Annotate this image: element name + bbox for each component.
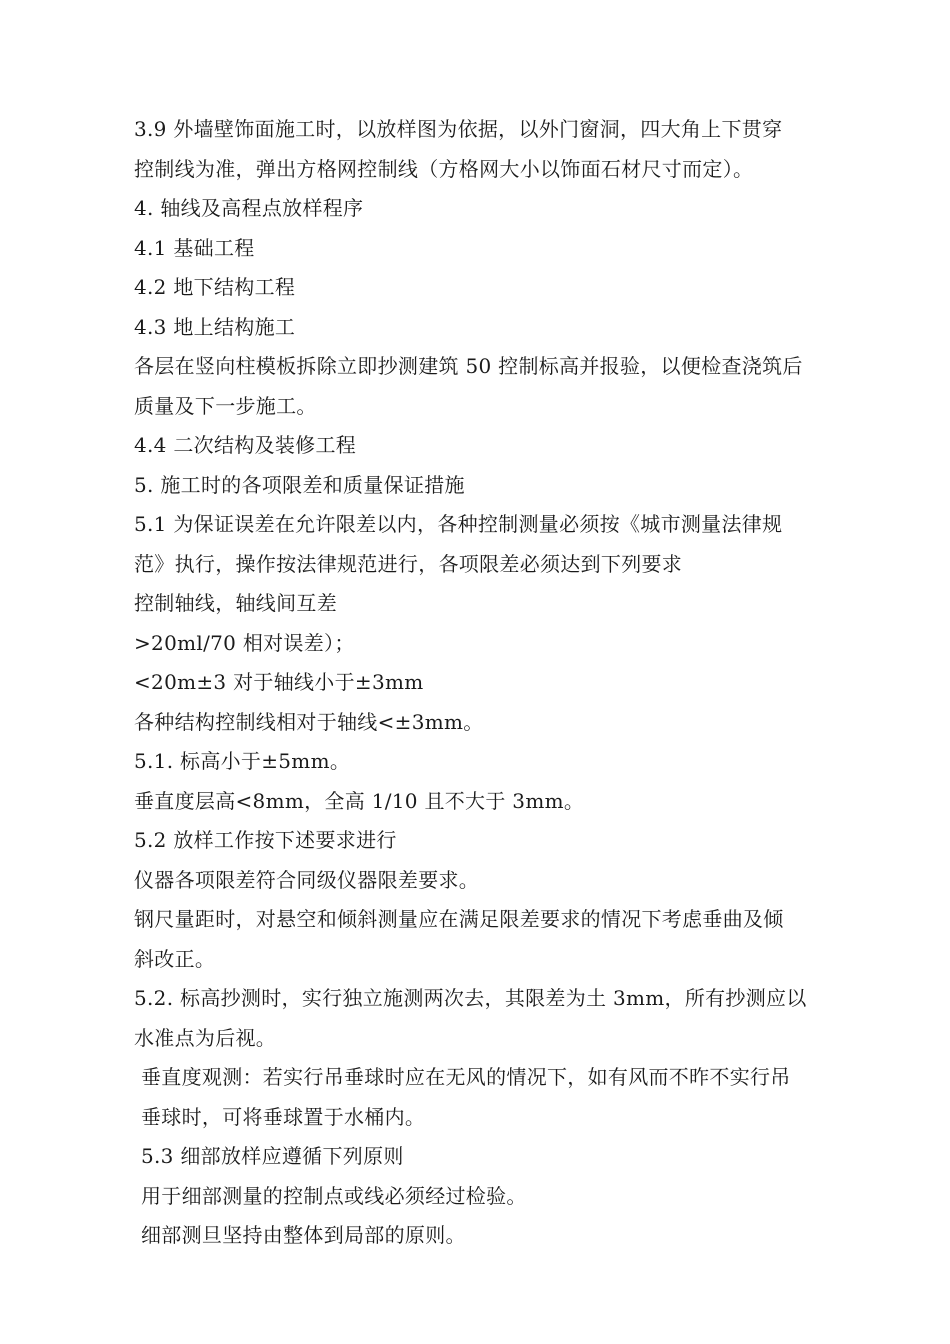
text-line: 质量及下一步施工。 bbox=[134, 393, 317, 418]
section-heading: 5. 施工时的各项限差和质量保证措施 bbox=[134, 472, 465, 497]
text-line: 水准点为后视。 bbox=[134, 1025, 277, 1050]
text-line: 垂直度层高<8mm，全高 1/10 且不大于 3mm。 bbox=[134, 788, 585, 813]
text-line: 斜改正。 bbox=[134, 946, 216, 971]
text-line: 用于细部测量的控制点或线必须经过检验。 bbox=[141, 1183, 527, 1208]
subsection-heading: 4.2 地下结构工程 bbox=[134, 275, 296, 299]
text-line: 控制轴线，轴线间互差 bbox=[134, 591, 337, 615]
text-line: 5.1. 标高小于±5mm。 bbox=[134, 749, 351, 773]
text-line: 仪器各项限差符合同级仪器限差要求。 bbox=[134, 867, 480, 892]
section-heading: 4. 轴线及高程点放样程序 bbox=[134, 196, 364, 220]
text-line: 垂球时，可将垂球置于水桶内。 bbox=[141, 1104, 426, 1129]
text-line: 垂直度观测：若实行吊垂球时应在无风的情况下，如有风而不昨不实行吊 bbox=[141, 1065, 791, 1089]
subsection-heading: 4.3 地上结构施工 bbox=[134, 314, 296, 339]
subsection-heading: 5.2 放样工作按下述要求进行 bbox=[134, 828, 397, 852]
subsection-heading: 4.4 二次结构及装修工程 bbox=[134, 433, 357, 457]
text-line: >20ml/70 相对误差）； bbox=[134, 630, 355, 655]
text-line: 控制线为准，弹出方格网控制线（方格网大小以饰面石材尺寸而定）。 bbox=[134, 156, 754, 181]
document-body bbox=[134, 110, 834, 1256]
text-line: 5.1 为保证误差在允许限差以内，各种控制测量必须按《城市测量法律规 bbox=[134, 512, 783, 536]
text-line: <20m±3 对于轴线小于±3mm bbox=[134, 670, 424, 694]
text-line: 5.2. 标高抄测时，实行独立施测两次去，其限差为土 3mm，所有抄测应以 bbox=[134, 986, 807, 1010]
text-line: 各种结构控制线相对于轴线<±3mm。 bbox=[134, 709, 484, 734]
subsection-heading: 4.1 基础工程 bbox=[134, 235, 255, 260]
text-line: 钢尺量距时，对悬空和倾斜测量应在满足限差要求的情况下考虑垂曲及倾 bbox=[134, 907, 784, 931]
subsection-heading: 5.3 细部放样应遵循下列原则 bbox=[141, 1144, 404, 1168]
text-line: 细部测旦坚持由整体到局部的原则。 bbox=[141, 1223, 466, 1247]
text-line: 范》执行，操作按法律规范进行，各项限差必须达到下列要求 bbox=[134, 551, 683, 576]
text-line: 各层在竖向柱模板拆除立即抄测建筑 50 控制标高并报验，以便检查浇筑后 bbox=[134, 354, 803, 378]
text-line: 3.9 外墙壁饰面施工时，以放样图为依据，以外门窗洞，四大角上下贯穿 bbox=[134, 117, 783, 141]
